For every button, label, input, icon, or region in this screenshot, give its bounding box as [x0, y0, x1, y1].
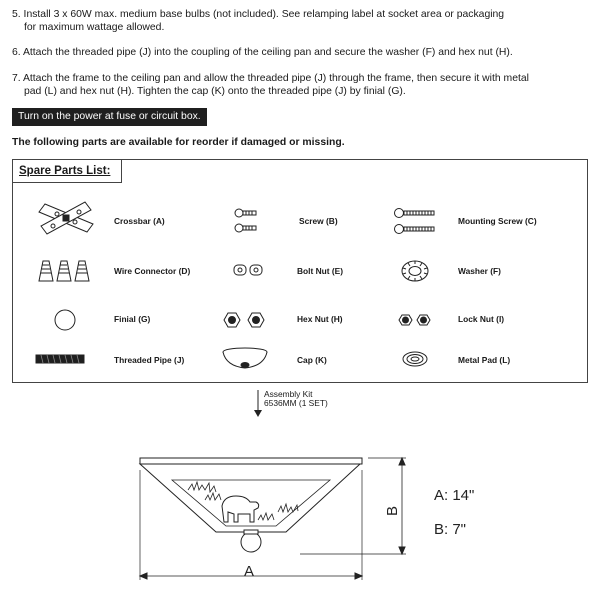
finial-icon	[53, 308, 77, 332]
step-6: 6. Attach the threaded pipe (J) into the coupling of the ceiling pan and secure the washer (F) and hex nut (H).	[12, 47, 513, 58]
step-5-line-2: for maximum wattage allowed.	[24, 22, 165, 33]
screw-icon	[234, 207, 258, 235]
title-vrule	[121, 160, 122, 183]
arrow-down-icon	[252, 390, 264, 418]
assembly-kit-line-2: 6536MM (1 SET)	[264, 398, 328, 408]
part-label-metal-pad: Metal Pad (L)	[458, 355, 511, 365]
hex-nut-icon	[221, 310, 269, 330]
spare-parts-title: Spare Parts List:	[19, 165, 111, 177]
dimension-a-marker: A	[244, 563, 255, 580]
mounting-screw-icon	[393, 206, 437, 236]
dimension-b-value: B: 7"	[434, 521, 467, 538]
dimension-a-value: A: 14"	[434, 487, 475, 504]
spare-parts-box	[12, 159, 588, 383]
part-label-wire-connector: Wire Connector (D)	[114, 266, 191, 276]
step-5-line-1: 5. Install 3 x 60W max. medium base bulbs (not included). See relamping label at socket area or packaging	[12, 9, 505, 20]
threaded-pipe-icon	[35, 353, 85, 365]
dimension-b-marker: B	[384, 505, 401, 516]
step-7-line-2: pad (L) and hex nut (H). Tighten the cap (K) onto the threaded pipe (J) by finial (G).	[24, 86, 406, 97]
washer-icon	[400, 259, 430, 283]
part-label-crossbar: Crossbar (A)	[114, 216, 165, 226]
part-label-bolt-nut: Bolt Nut (E)	[297, 266, 344, 276]
lock-nut-icon	[397, 312, 433, 328]
part-label-threaded-pipe: Threaded Pipe (J)	[114, 355, 185, 365]
assembly-kit-note	[264, 390, 328, 408]
title-rule	[13, 182, 121, 183]
assembly-kit-line-1: Assembly Kit	[264, 389, 313, 399]
fixture-dimension-drawing	[0, 440, 594, 593]
step-7	[12, 72, 582, 98]
wire-connector-icon	[35, 257, 95, 283]
metal-pad-icon	[401, 350, 429, 368]
part-label-screw: Screw (B)	[299, 216, 338, 226]
power-warning-banner: Turn on the power at fuse or circuit box.	[12, 108, 207, 126]
reorder-note: The following parts are available for reorder if damaged or missing.	[12, 137, 345, 148]
cap-icon	[220, 346, 270, 372]
step-7-line-1: 7. Attach the frame to the ceiling pan and allow the threaded pipe (J) through the frame, then secure it with metal	[12, 73, 529, 84]
part-label-cap: Cap (K)	[297, 355, 327, 365]
crossbar-icon	[35, 198, 97, 238]
part-label-finial: Finial (G)	[114, 314, 151, 324]
part-label-lock-nut: Lock Nut (I)	[458, 314, 505, 324]
bolt-nut-icon	[232, 262, 264, 278]
part-label-washer: Washer (F)	[458, 266, 501, 276]
part-label-mounting-screw: Mounting Screw (C)	[458, 216, 537, 226]
step-5	[12, 8, 582, 34]
part-label-hex-nut: Hex Nut (H)	[297, 314, 343, 324]
